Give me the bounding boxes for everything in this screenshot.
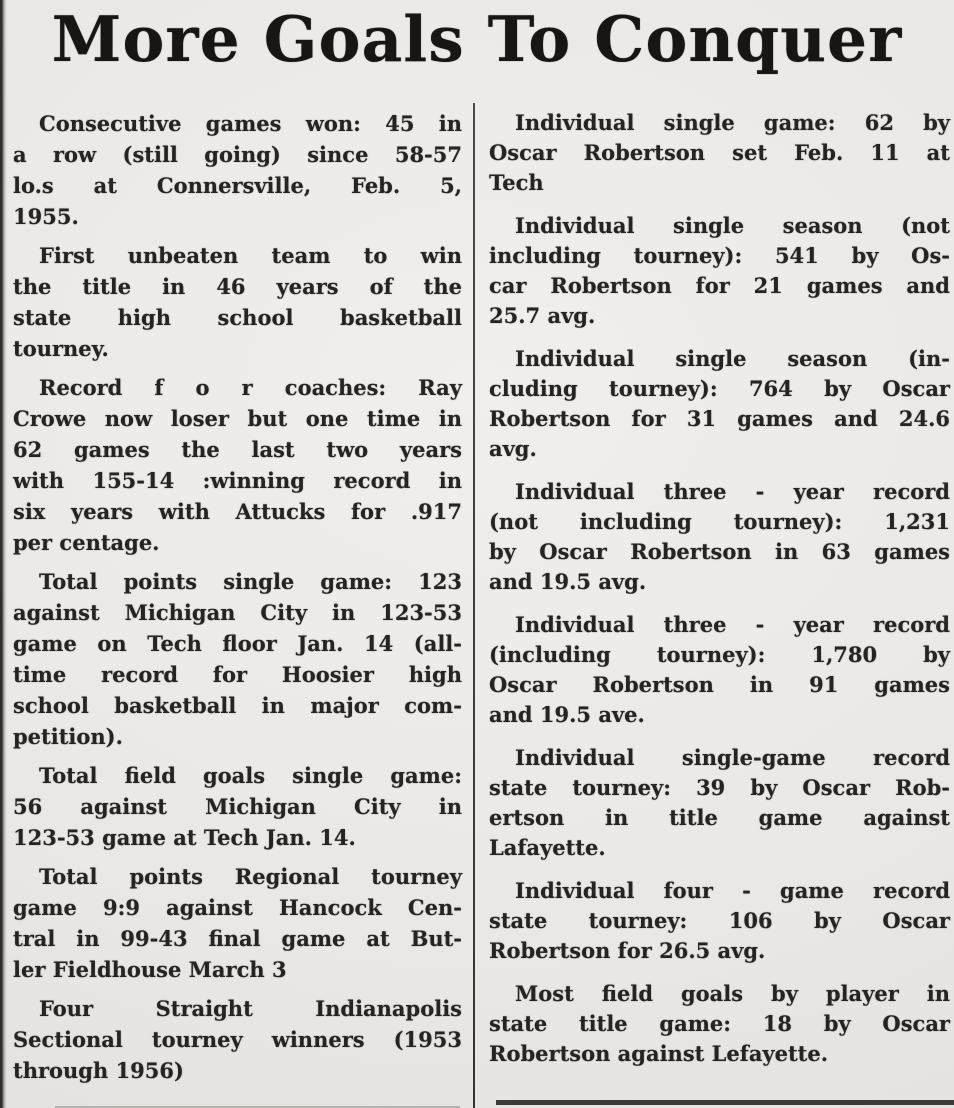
text-line: game on Tech floor Jan. 14 (all- <box>13 631 462 656</box>
text-line: Consecutive games won: 45 in <box>39 111 462 136</box>
text-line: Individual single game: 62 by <box>515 110 950 135</box>
paragraph <box>489 610 950 730</box>
text-line: state high school basketball <box>13 305 462 330</box>
text-line: six years with Attucks for .917 <box>13 499 462 524</box>
paragraph <box>13 108 462 232</box>
headline: More Goals To Conquer <box>51 2 903 76</box>
text-line: 123-53 game at Tech Jan. 14. <box>13 825 356 850</box>
text-line: Individual four - game record <box>515 878 950 903</box>
text-line: game 9:9 against Hancock Cen- <box>13 895 462 920</box>
text-line: petition). <box>13 724 123 749</box>
text-line: Individual single season (in- <box>515 346 950 371</box>
text-line: school basketball in major com- <box>13 693 462 718</box>
paragraph <box>489 743 950 863</box>
paragraph <box>13 372 462 558</box>
paragraph <box>13 993 462 1086</box>
text-line: tral in 99-43 final game at But- <box>13 926 462 951</box>
text-line: 56 against Michigan City in <box>13 794 462 819</box>
text-line: by Oscar Robertson in 63 games <box>489 539 950 564</box>
text-line: state title game: 18 by Oscar <box>489 1011 950 1036</box>
text-line: state tourney: 39 by Oscar Rob- <box>489 775 950 800</box>
text-line: including tourney): 541 by Os- <box>489 243 950 268</box>
text-line: per centage. <box>13 530 160 555</box>
paragraph <box>489 477 950 597</box>
text-line: cluding tourney): 764 by Oscar <box>489 376 950 401</box>
paragraph <box>489 979 950 1069</box>
text-line: 25.7 avg. <box>489 303 596 328</box>
paragraph <box>489 876 950 966</box>
text-line: Oscar Robertson in 91 games <box>489 672 950 697</box>
text-line: Robertson for 26.5 avg. <box>489 938 766 963</box>
text-line: Total points Regional tourney <box>39 864 462 889</box>
text-line: Lafayette. <box>489 835 606 860</box>
text-line: 62 games the last two years <box>13 437 462 462</box>
paragraph <box>489 108 950 198</box>
text-line: time record for Hoosier high <box>13 662 462 687</box>
text-line: Four Straight Indianapolis <box>39 996 462 1021</box>
text-line: Tech <box>489 170 544 195</box>
article-columns <box>0 103 954 1108</box>
text-line: 1955. <box>13 204 79 229</box>
text-line: ertson in title game against <box>489 805 950 830</box>
paragraph <box>13 566 462 752</box>
text-line: Crowe now loser but one time in <box>13 406 462 431</box>
paragraph <box>489 344 950 464</box>
text-line: with 155-14 :winning record in <box>13 468 462 493</box>
paragraph <box>13 760 462 853</box>
text-line: through 1956) <box>13 1058 184 1083</box>
text-line: and 19.5 avg. <box>489 569 647 594</box>
text-line: Robertson against Lefayette. <box>489 1041 829 1066</box>
text-line: Individual three - year record <box>515 479 950 504</box>
text-line: Robertson for 31 games and 24.6 <box>489 406 950 431</box>
text-line: avg. <box>489 436 537 461</box>
text-line: Record f o r coaches: Ray <box>39 375 462 400</box>
text-line: Total field goals single game: <box>39 763 462 788</box>
text-line: state tourney: 106 by Oscar <box>489 908 950 933</box>
column-left <box>0 103 473 1108</box>
paragraph <box>13 240 462 364</box>
text-line: Individual single-game record <box>515 745 950 770</box>
text-line: car Robertson for 21 games and <box>489 273 950 298</box>
text-line: Individual three - year record <box>515 612 950 637</box>
text-line: tourney. <box>13 336 109 361</box>
text-line: Most field goals by player in <box>515 981 950 1006</box>
text-line: Oscar Robertson set Feb. 11 at <box>489 140 950 165</box>
bottom-rule <box>496 1100 954 1105</box>
paragraph <box>489 211 950 331</box>
text-line: and 19.5 ave. <box>489 702 645 727</box>
text-line: the title in 46 years of the <box>13 274 462 299</box>
paragraph <box>13 861 462 985</box>
text-line: against Michigan City in 123-53 <box>13 600 462 625</box>
text-line: Sectional tourney winners (1953 <box>13 1027 462 1052</box>
text-line: lo.s at Connersville, Feb. 5, <box>13 173 462 198</box>
text-line: (including tourney): 1,780 by <box>489 642 950 667</box>
text-line: a row (still going) since 58-57 <box>13 142 462 167</box>
text-line: (not including tourney): 1,231 <box>489 509 950 534</box>
text-line: First unbeaten team to win <box>39 243 462 268</box>
column-right <box>475 103 954 1108</box>
text-line: Total points single game: 123 <box>39 569 462 594</box>
text-line: ler Fieldhouse March 3 <box>13 957 287 982</box>
text-line: Individual single season (not <box>515 213 950 238</box>
